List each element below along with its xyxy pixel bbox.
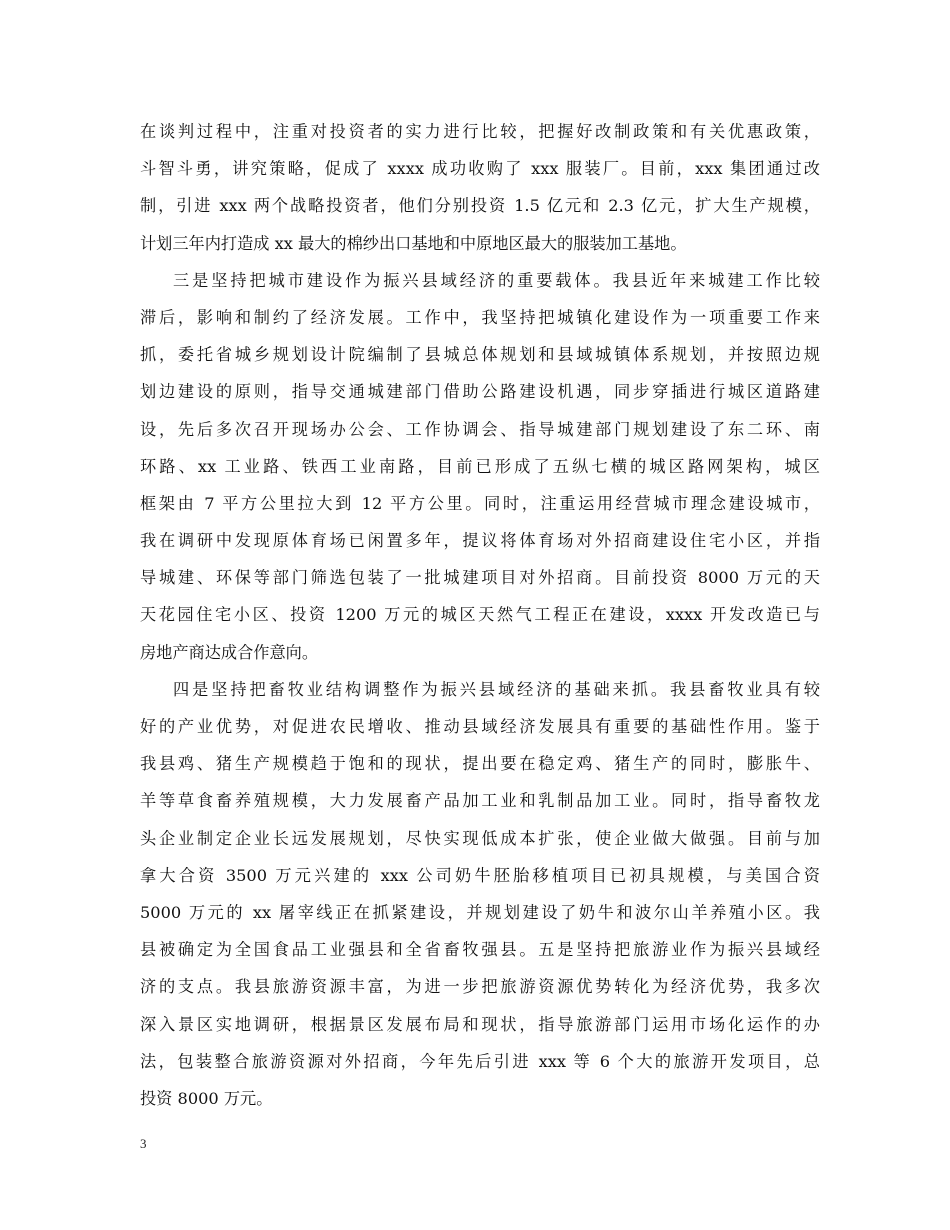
text-line: 深入景区实地调研，根据景区发展布局和现状，指导旅游部门运用市场化运作的办 [140,1014,820,1034]
text-line: 导城建、环保等部门筛选包装了一批城建项目对外招商。目前投资 8000 万元的天 [140,568,820,588]
text-line: 天花园住宅小区、投资 1200 万元的城区天然气工程正在建设，xxxx 开发改造已与 [140,605,820,625]
text-line: 四是坚持把畜牧业结构调整作为振兴县域经济的基础来抓。我县畜牧业具有较 [173,679,820,699]
text-line: 县被确定为全国食品工业强县和全省畜牧强县。五是坚持把旅游业作为振兴县域经 [140,940,820,960]
paragraph-1 [140,113,820,262]
text-line: 法，包装整合旅游资源对外招商，今年先后引进 xxx 等 6 个大的旅游开发项目，总 [140,1051,820,1071]
text-line: 在谈判过程中，注重对投资者的实力进行比较，把握好改制政策和有关优惠政策， [140,122,820,141]
paragraph-2 [140,262,820,671]
text-line: 我在调研中发现原体育场已闲置多年，提议将体育场对外招商建设住宅小区，并指 [140,531,820,551]
text-line: 头企业制定企业长远发展规划，尽快实现低成本扩张，使企业做大做强。目前与加 [140,828,820,848]
text-line: 投资 8000 万元。 [140,1088,273,1108]
text-line: 济的支点。我县旅游资源丰富，为进一步把旅游资源优势转化为经济优势，我多次 [140,977,820,997]
text-line: 拿大合资 3500 万元兴建的 xxx 公司奶牛胚胎移植项目已初具规模，与美国合资 [140,865,820,885]
text-line: 5000 万元的 xx 屠宰线正在抓紧建设，并规划建设了奶牛和波尔山羊养殖小区。我 [140,902,820,922]
document-body [140,113,820,1117]
text-line: 滞后，影响和制约了经济发展。工作中，我坚持把城镇化建设作为一项重要工作来 [140,307,820,327]
text-line: 羊等草食畜养殖规模，大力发展畜产品加工业和乳制品加工业。同时，指导畜牧龙 [140,791,820,811]
text-line: 斗智斗勇，讲究策略，促成了 xxxx 成功收购了 xxx 服装厂。目前，xxx 集团通过改 [140,159,820,179]
text-line: 我县鸡、猪生产规模趋于饱和的现状，提出要在稳定鸡、猪生产的同时，膨胀牛、 [140,754,820,774]
text-line: 计划三年内打造成 xx 最大的棉纱出口基地和中原地区最大的服装加工基地。 [140,233,687,253]
page-number: 3 [140,1136,147,1151]
text-line: 好的产业优势，对促进农民增收、推动县域经济发展具有重要的基础性作用。鉴于 [140,717,820,736]
text-line: 划边建设的原则，指导交通城建部门借助公路建设机遇，同步穿插进行城区道路建 [140,382,820,402]
text-line: 环路、xx 工业路、铁西工业南路，目前已形成了五纵七横的城区路网架构，城区 [140,456,820,476]
paragraph-3 [140,671,820,1117]
text-line: 三是坚持把城市建设作为振兴县域经济的重要载体。我县近年来城建工作比较 [173,270,820,290]
text-line: 制，引进 xxx 两个战略投资者，他们分别投资 1.5 亿元和 2.3 亿元，扩大生产规模， [140,196,820,216]
text-line: 设，先后多次召开现场办公会、工作协调会、指导城建部门规划建设了东二环、南 [140,419,820,439]
text-line: 房地产商达成合作意向。 [140,642,319,662]
text-line: 抓，委托省城乡规划设计院编制了县城总体规划和县域城镇体系规划，并按照边规 [140,345,820,365]
text-line: 框架由 7 平方公里拉大到 12 平方公里。同时，注重运用经营城市理念建设城市， [140,493,820,513]
